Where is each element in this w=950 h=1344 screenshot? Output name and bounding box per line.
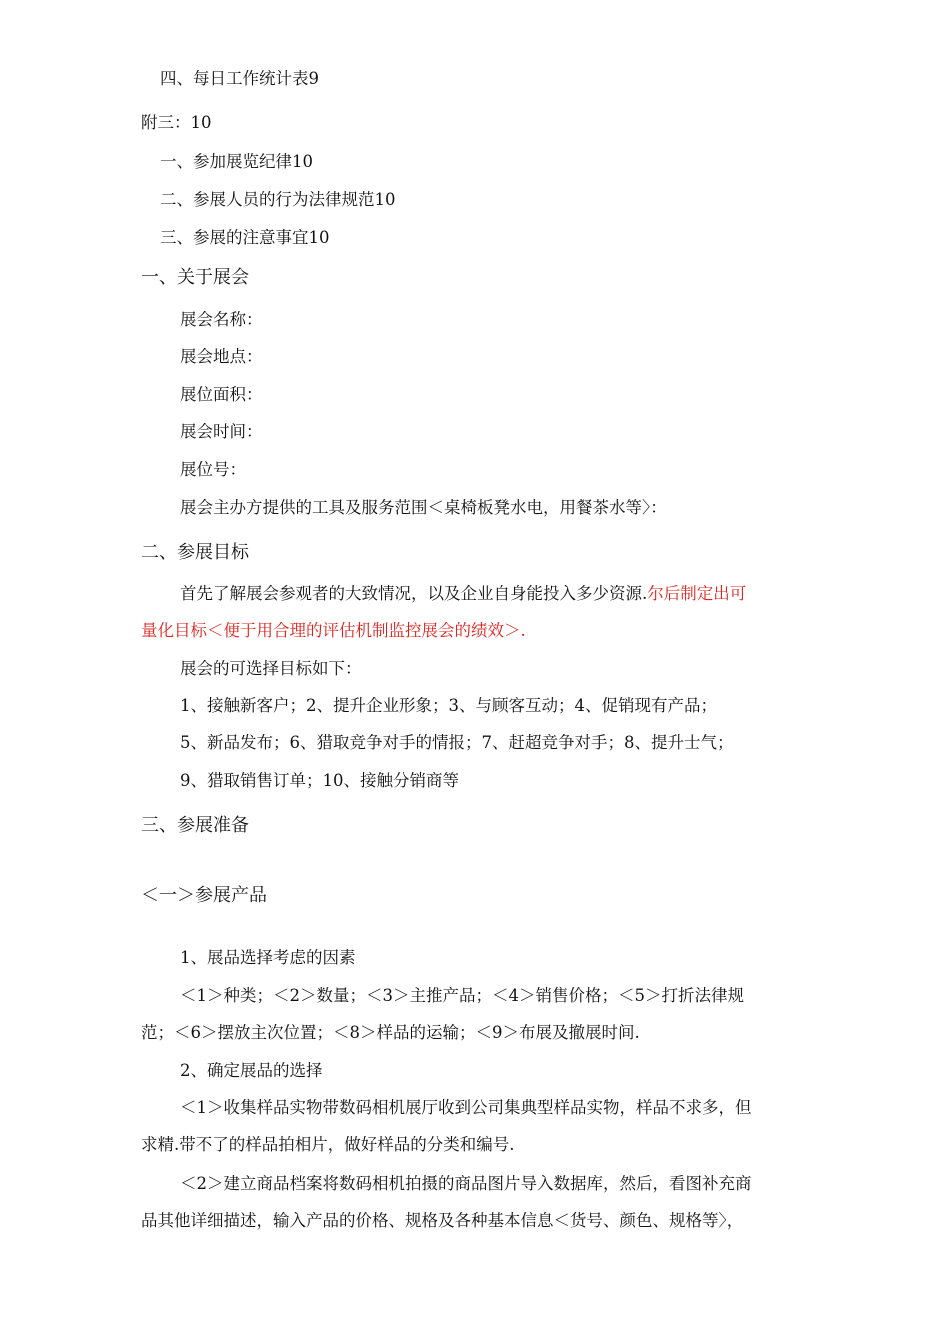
paragraph-line: 1、接触新客户；2、提升企业形象；3、与顾客互动；4、促销现有产品； bbox=[180, 696, 717, 715]
paragraph-line: 9、猎取销售订单；10、接触分销商等 bbox=[180, 771, 459, 790]
paragraph-text: 首先了解展会参观者的大致情况，以及企业自身能投入多少资源. bbox=[180, 584, 648, 603]
paragraph-line: 5、新品发布；6、猎取竞争对手的情报；7、赶超竞争对手；8、提升士气； bbox=[180, 733, 734, 752]
paragraph-line: 求精.带不了的样品拍相片，做好样品的分类和编号. bbox=[141, 1135, 515, 1154]
field-label: 展会地点： bbox=[180, 347, 263, 366]
toc-entry[interactable]: 二、参展人员的行为法律规范10 bbox=[160, 190, 396, 209]
paragraph-line bbox=[180, 583, 746, 605]
section-heading: 三、参展准备 bbox=[141, 815, 249, 836]
paragraph-line: 展会的可选择目标如下： bbox=[180, 659, 362, 678]
field-label: 展位面积： bbox=[180, 385, 263, 404]
paragraph-line: ＜1＞收集样品实物带数码相机展厅收到公司集典型样品实物，样品不求多，但 bbox=[180, 1098, 752, 1117]
field-label: 展位号： bbox=[180, 460, 246, 479]
section-heading: 二、参展目标 bbox=[141, 542, 249, 563]
toc-entry[interactable]: 一、参加展览纪律10 bbox=[160, 152, 313, 171]
paragraph-line: ＜1＞种类；＜2＞数量；＜3＞主推产品；＜4＞销售价格；＜5＞打折法律规 bbox=[180, 986, 744, 1005]
highlighted-text: 尔后制定出可 bbox=[647, 584, 747, 603]
field-label: 展会主办方提供的工具及服务范围＜桌椅板凳水电，用餐茶水等〉： bbox=[180, 498, 667, 517]
paragraph-line: 品其他详细描述，输入产品的价格、规格及各种基本信息＜货号、颜色、规格等〉， bbox=[141, 1211, 744, 1230]
item-title: 1、展品选择考虑的因素 bbox=[180, 948, 356, 967]
toc-entry[interactable]: 三、参展的注意事宜10 bbox=[160, 228, 330, 247]
section-heading: 一、关于展会 bbox=[141, 267, 249, 288]
paragraph-line: 范；＜6＞摆放主次位置；＜8＞样品的运输；＜9＞布展及撤展时间. bbox=[141, 1023, 640, 1042]
subsection-heading: ＜一＞参展产品 bbox=[141, 885, 267, 906]
field-label: 展会时间： bbox=[180, 422, 263, 441]
toc-entry[interactable]: 四、每日工作统计表9 bbox=[160, 69, 319, 88]
field-label: 展会名称： bbox=[180, 310, 263, 329]
toc-entry[interactable]: 附三：10 bbox=[141, 113, 212, 132]
paragraph-line: ＜2＞建立商品档案将数码相机拍摄的商品图片导入数据库，然后，看图补充商 bbox=[180, 1174, 752, 1193]
highlighted-text: 量化目标＜便于用合理的评估机制监控展会的绩效＞. bbox=[141, 621, 526, 640]
item-title: 2、确定展品的选择 bbox=[180, 1061, 323, 1080]
